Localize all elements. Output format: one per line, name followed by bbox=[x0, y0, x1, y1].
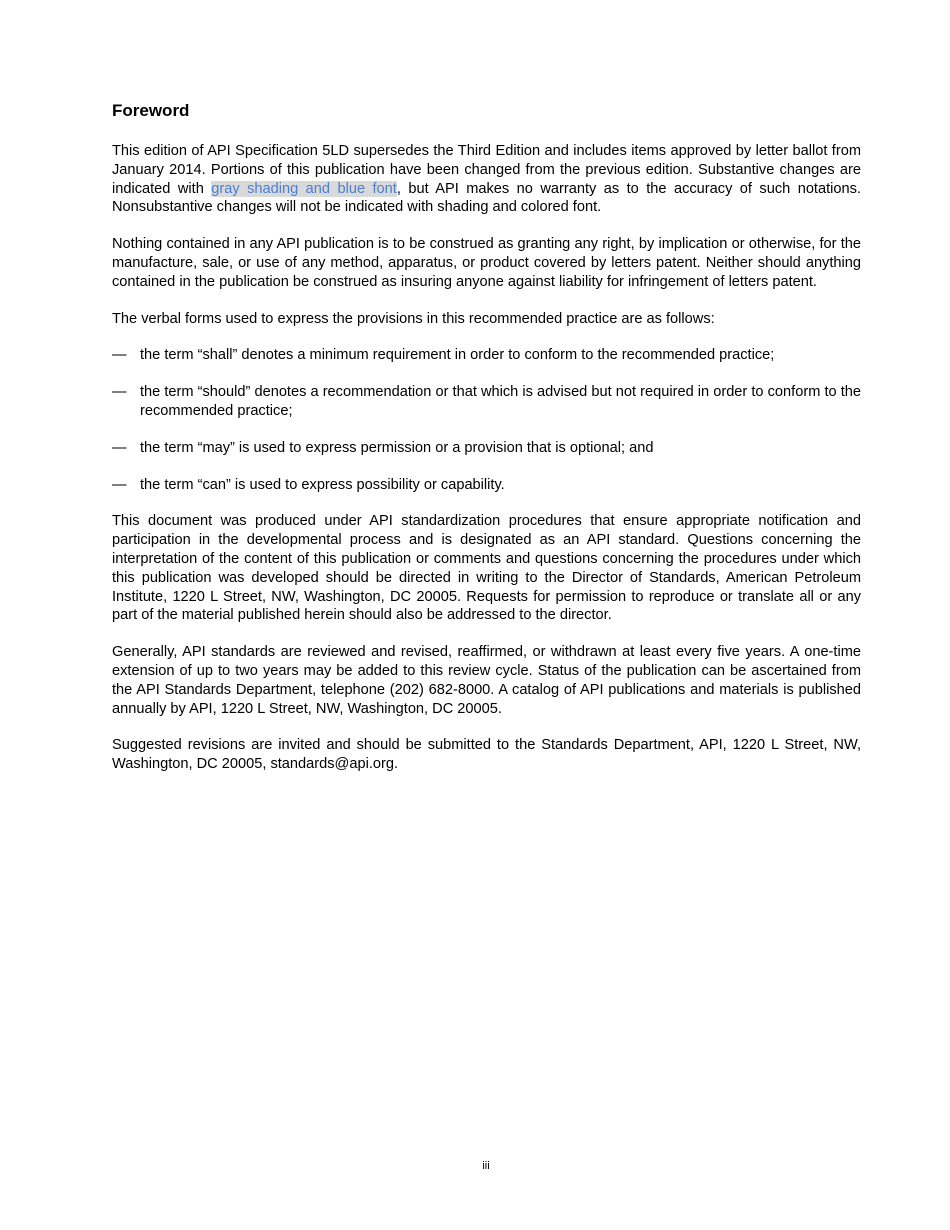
paragraph-edition-start: This edition of API Specification 5LD supersedes the Third Edition and includes items approved by letter ballot from January 2014. Portions of this publication have been changed from the previous edition. Substantive changes are indicated with bbox=[112, 143, 861, 197]
paragraph-revisions: Suggested revisions are invited and should be submitted to the Standards Department, API, 1220 L Street, NW, Washington, DC 20005, standards@api.org. bbox=[112, 737, 861, 773]
list-item-shall bbox=[112, 346, 861, 365]
list-item-text: the term “can” is used to express possibility or capability. bbox=[140, 476, 505, 493]
dash-marker: — bbox=[112, 439, 127, 456]
list-item-may bbox=[112, 439, 861, 458]
paragraph-procedures: This document was produced under API standardization procedures that ensure appropriate notification and participation in the developmental process and is designated as an API standard. Questions concerning the interpretation of the content of this publication or comments and questions concerning the procedures under which this publication was developed should be directed in writing to the Director of Standards, American Petroleum Institute, 1220 L Street, NW, Washington, DC 20005. Requests for permission to reproduce or translate all or any part of the material published herein should also be addressed to the director. bbox=[112, 513, 861, 624]
dash-marker: — bbox=[112, 384, 127, 401]
list-item-text: the term “may” is used to express permission or a provision that is optional; and bbox=[140, 439, 654, 456]
list-item-should bbox=[112, 383, 861, 421]
paragraph-edition-end: , but API makes no warranty as to the accuracy of such notations. Nonsubstantive changes will not be indicated with shading and colored font. bbox=[112, 180, 861, 216]
foreword-heading: Foreword bbox=[112, 101, 190, 120]
list-item-text: the term “should” denotes a recommendation or that which is advised but not required in order to conform to the recommended practice; bbox=[140, 384, 861, 419]
document-page bbox=[112, 100, 861, 792]
verbal-forms-list bbox=[112, 346, 861, 494]
paragraph-review-cycle: Generally, API standards are reviewed and revised, reaffirmed, or withdrawn at least every five years. A one-time extension of up to two years may be added to this review cycle. Status of the publication can be ascertained from the API Standards Department, telephone (202) 682-8000. A catalog of API publications and materials is published annually by API, 1220 L Street, NW, Washington, DC 20005. bbox=[112, 644, 861, 717]
dash-marker: — bbox=[112, 476, 127, 493]
highlighted-phrase: gray shading and blue font bbox=[211, 180, 397, 197]
dash-marker: — bbox=[112, 347, 127, 364]
paragraph-edition bbox=[112, 142, 861, 217]
paragraph-verbal-forms: The verbal forms used to express the provisions in this recommended practice are as follows: bbox=[112, 310, 715, 327]
list-item-can bbox=[112, 476, 861, 495]
paragraph-patent: Nothing contained in any API publication is to be construed as granting any right, by implication or otherwise, for the manufacture, sale, or use of any method, apparatus, or product covered by letters patent. Neither should anything contained in the publication be construed as insuring anyone against liability for infringement of letters patent. bbox=[112, 236, 861, 290]
page-number: iii bbox=[482, 1160, 490, 1172]
list-item-text: the term “shall” denotes a minimum requirement in order to conform to the recommended practice; bbox=[140, 347, 775, 364]
